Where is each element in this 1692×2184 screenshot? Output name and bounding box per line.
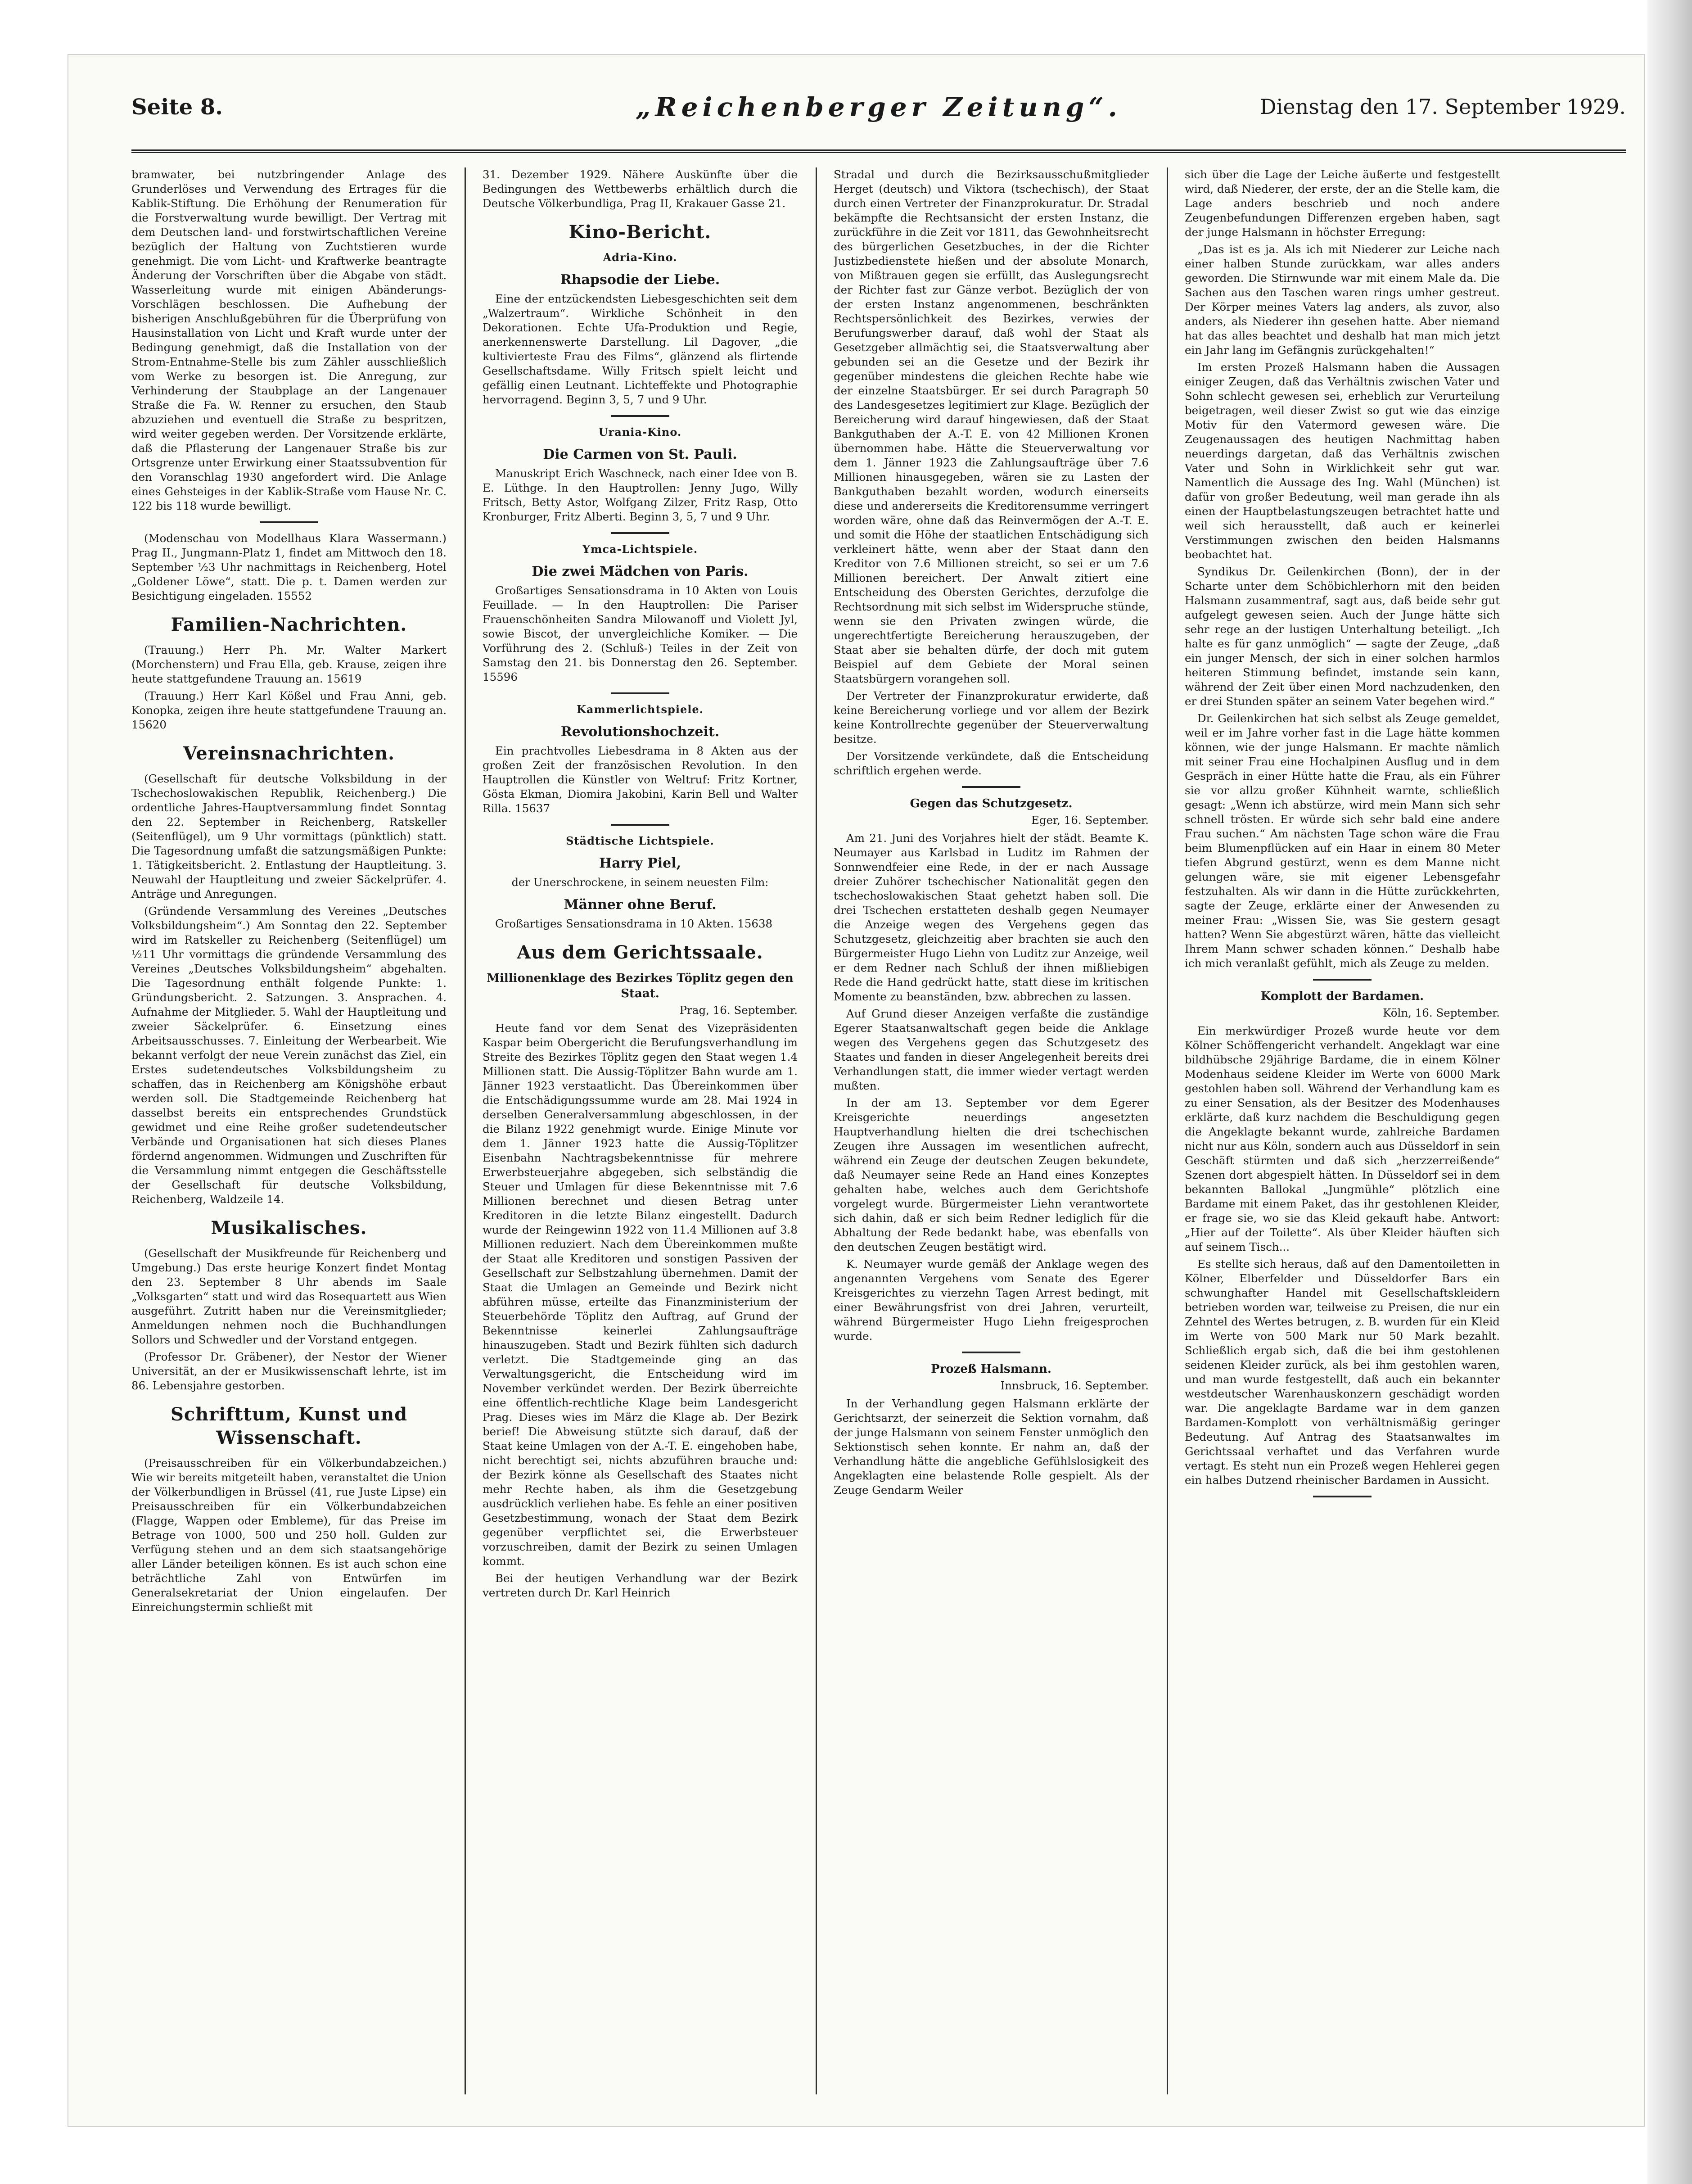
article-paragraph: „Das ist es ja. Als ich mit Niederer zur Leiche nach einer halben Stunde zurückkam, war alles anders geworden. Die Stirnwunde war mit einem Male da. Die Sachen aus den Taschen waren rings umher gestreut. Der Körper meines Vaters lag anders, als zuvor, also anders, als Niederer ihn gesehen hatte. Aber niemand hat das alles beachtet und deshalb hat man mich jetzt ein Jahr lang im Gefängnis zurückgehalten!“ xyxy=(1185,243,1500,357)
article-separator xyxy=(611,415,669,417)
column-3 xyxy=(834,167,1149,2094)
issue-date: Dienstag den 17. September 1929. xyxy=(1259,95,1626,119)
section-heading-family: Familien-Nachrichten. xyxy=(171,614,407,635)
article-separator xyxy=(260,521,318,523)
film-description: Eine der entzückendsten Liebesgeschichten seit dem „Walzertraum“. Wirkliche Schönheit in den Dekorationen. Echte Ufa-Produktion und Regie, anerkennenswerte Darstellung. Lil Dagover, „die kultivierteste Frau des Films“, glänzend als flirtende Gesellschaftsdame. Willy Fritsch spielt leicht und gefällig einen Leutnant. Lichteffekte und Photographie hervorragend. Beginn 3, 5, 7 und 9 Uhr. xyxy=(483,292,798,406)
article-paragraph: (Gesellschaft für deutsche Volksbildung in der Tschechoslowakischen Republik, Reichenberg.) Die ordentliche Jahres-Hauptversammlung findet Sonntag den 22. September in Reichenberg, Ratskeller (Seitenflügel), um 9 Uhr vormittags (pünktlich) statt. Die Tagesordnung umfaßt die satzungsmäßigen Punkte: 1. Tätigkeitsbericht. 2. Entlastung der Hauptleitung. 3. Neuwahl der Hauptleitung und zweier Säckelprüfer. 4. Anträge und Anregungen. xyxy=(131,772,447,900)
notice-modenschau: (Modenschau von Modellhaus Klara Wassermann.) Prag II., Jungmann-Platz 1, findet am Mittwoch den 18. September ½3 Uhr nachmittags in Reichenberg, Hotel „Goldener Löwe“, statt. Die p. t. Damen werden zur Besichtigung eingeladen. 15552 xyxy=(131,532,447,602)
article-paragraph: (Preisausschreiben für ein Völkerbundabzeichen.) Wie wir bereits mitgeteilt haben, veranstaltet die Union der Völkerbundligen in Brüssel (41, rue Juste Lipse) ein Preisausschreiben für ein Völkerbundabzeichen (Flagge, Wappen oder Embleme), für das Preise im Betrage von 1000, 500 und 250 holl. Gulden zur Verfügung stehen und an dem sich staatsangehörige aller Länder beteiligen können. Es ist auch schon eine beträchtliche Zahl von Entwürfen im Generalsekretariat der Union eingelaufen. Der Einreichungstermin schließt mit xyxy=(131,1456,447,1614)
cinema-name: Adria-Kino. xyxy=(603,251,677,264)
newspaper-page xyxy=(68,54,1645,2127)
article-separator xyxy=(611,692,669,694)
cinema-name: Ymca-Lichtspiele. xyxy=(582,543,698,556)
article-paragraph: sich über die Lage der Leiche äußerte und festgestellt wird, daß Niederer, der erste, der an die Stelle kam, die Lage anders beschrieb und noch andere Zeugenbefundungen Differenzen ergeben haben, sagt der junge Halsmann in höchster Erregung: xyxy=(1185,168,1500,239)
article-separator xyxy=(1313,1496,1372,1497)
article-paragraph: (Gesellschaft der Musikfreunde für Reichenberg und Umgebung.) Das erste heurige Konzert findet Montag den 23. September 8 Uhr abends im Saale „Volksgarten“ statt und wird das Rosequartett aus Wien ausgeführt. Zutritt haben nur die Vereinsmitglieder; Anmeldungen nehmen noch die Buchhandlungen Sollors und Schwedler und der Vorstand entgegen. xyxy=(131,1247,447,1346)
dateline: Innsbruck, 16. September. xyxy=(1000,1379,1149,1392)
article-paragraph: Auf Grund dieser Anzeigen verfaßte die zuständige Egerer Staatsanwaltschaft gegen beide die Anklage wegen des Vergehens gegen das Schutzgesetz des Staates und fanden in dieser Angelegenheit bereits drei Verhandlungen statt, die immer wieder vertagt werden mußten. xyxy=(834,1007,1149,1092)
article-paragraph: Bei der heutigen Verhandlung war der Bezirk vertreten durch Dr. Karl Heinrich xyxy=(483,1572,798,1599)
article-headline: Millionenklage des Bezirkes Töplitz gegen den Staat. xyxy=(487,972,794,1000)
section-heading-gericht: Aus dem Gerichtssaale. xyxy=(517,942,763,963)
article-paragraph: In der am 13. September vor dem Egerer Kreisgerichte neuerdings angesetzten Hauptverhandlung hielten die drei tschechischen Zeugen ihre Aussagen im wesentlichen aufrecht, während ein Zeuge der deutschen Zeugen bekundete, daß Neumayer seine Rede an Hand eines Konzeptes gehalten habe, welches auch dem Gerichtshofe vorgelegt wurde. Bürgermeister Liehn verantwortete sich dahin, daß er sich beim Redner lediglich für die Abhaltung der Rede bedankt habe, was ebenfalls von den deutschen Zeugen bestätigt wird. xyxy=(834,1096,1149,1253)
section-heading-schrifttum: Schrifttum, Kunst und Wissenschaft. xyxy=(170,1404,408,1448)
cinema-name: Urania-Kino. xyxy=(598,425,682,439)
cinema-name: Kammerlichtspiele. xyxy=(577,703,704,716)
article-separator xyxy=(962,1352,1020,1353)
notice-trauung: (Trauung.) Herr Ph. Mr. Walter Markert (Morchenstern) und Frau Ella, geb. Krause, zeigen ihre heute stattgefundene Trauung an. 15619 xyxy=(131,643,447,685)
scan-page-edge xyxy=(1647,0,1692,2184)
article-paragraph: 31. Dezember 1929. Nähere Auskünfte über die Bedingungen des Wettbewerbs erhältlich durch die Deutsche Völkerbundliga, Prag II, Krakauer Gasse 21. xyxy=(483,168,798,210)
article-paragraph: In der Verhandlung gegen Halsmann erklärte der Gerichtsarzt, der seinerzeit die Sektion vornahm, daß der junge Halsmann von seinem Fenster unmöglich den Sektionstisch sehen konnte. Er nahm an, daß der Verhandlung hätte die angebliche Gefühlslosigkeit des Angeklagten eine belastende Rolle gespielt. Als der Zeuge Gendarm Weiler xyxy=(834,1397,1149,1497)
article-paragraph: Am 21. Juni des Vorjahres hielt der städt. Beamte K. Neumayer aus Karlsbad in Luditz im Rahmen der Sonnwendfeier eine Rede, in der er nach Aussage dreier Zuhörer tschechischer Nationalität gegen den tschechoslowakischen Staat gehetzt haben soll. Die drei Tschechen erstatteten deshalb gegen Neumayer die Anzeige wegen des Vergehens gegen das Schutzgesetz, gleichzeitig aber brachten sie auch den Bürgermeister Hugo Liehn von Luditz zur Anzeige, weil er dem Redner nach Schluß der ihnen mißliebigen Rede die Hand gedrückt hatte, statt diese im kritischen Momente zu beanständen, bzw. abbrechen zu lassen. xyxy=(834,832,1149,1003)
film-description: Großartiges Sensationsdrama in 10 Akten von Louis Feuillade. — In den Hauptrollen: Die Pariser Frauenschönheiten Sandra Milowanoff und Violett Jyl, sowie Biscot, der unvergleichliche Komiker. — Die Vorführung des 2. (Schluß-) Teiles in der Zeit von Samstag den 21. bis Donnerstag den 26. September. 15596 xyxy=(483,584,798,683)
article-paragraph: Heute fand vor dem Senat des Vizepräsidenten Kaspar beim Obergericht die Berufungsverhandlung im Streite des Bezirkes Töplitz gegen den Staat wegen 1.4 Millionen statt. Die Aussig-Töplitzer Bahn wurde am 1. Jänner 1923 verstaatlicht. Das Übereinkommen über die Entschädigungssumme wurde am 28. Mai 1924 in derselben Generalversammlung abgeschlossen, in der die Bilanz 1922 genehmigt wurde. Einige Minute vor dem 1. Jänner 1923 hatte die Aussig-Töplitzer Eisenbahn Nachtragsbekenntnisse für mehrere Erwerbsteuerjahre abgegeben, sich selbständig die Steuer und Umlagen für diese Bekenntnisse mit 7.6 Millionen berechnet und diesen Betrag unter Kreditoren in die letzte Bilanz eingestellt. Dadurch wurde der Reingewinn 1922 von 11.4 Millionen auf 3.8 Millionen reduziert. Nach dem Übereinkommen mußte der Staat alle Kreditoren und sonstigen Passiven der Gesellschaft zur Selbstzahlung übernehmen. Damit der Staat die Umlagen an Gemeinde und Bezirk nicht abführen müsse, erteilte das Finanzministerium der Steuerbehörde Töplitz den Auftrag, auf Grund der Bekenntnisse keinerlei Zahlungsaufträge hinauszugeben. Stadt und Bezirk fühlten sich dadurch verletzt. Die Stadtgemeinde ging an das Verwaltungsgericht, die Entscheidung wird im November verkündet werden. Der Bezirk überreichte eine öffentlich-rechtliche Klage beim Landesgericht Prag. Dieses wies im März die Klage ab. Der Bezirk berief! Die Abweisung stützte sich darauf, daß der Staat keine Umlagen von der A.-T. E. eingehoben habe, nicht berechtigt sei, nichts abzuführen brauche und: der Bezirk könne als Gesellschaft des Staates nicht mehr Rechte haben, als ihm die Gesetzgebung ausdrücklich verliehen habe. Es fehle an einer positiven Gesetzbestimmung, wonach der Staat dem Bezirk gegenüber verpflichtet sei, die Erwerbsteuer vorzuschreiben, damit der Bezirk zu seinen Umlagen kommt. xyxy=(483,1022,798,1568)
article-paragraph: Dr. Geilenkirchen hat sich selbst als Zeuge gemeldet, weil er im Jahre vorher fast in die Lage hätte kommen können, wie der junge Halsmann. Er machte nämlich mit seiner Frau eine Hochalpinen Ausflug und in dem Gespräch in einer Hütte hatte die Frau, als ein Führer sie vor allzu großer Kühnheit warnte, schließlich gesagt: „Wenn ich abstürze, wird mein Mann sich sehr schnell trösten. Er würde sich sehr bald eine andere Frau suchen.“ Am nächsten Tage schon wäre die Frau beim Blumenpflücken auf ein Haar in einem 80 Meter tiefen Abgrund gestürzt, wenn es dem Manne nicht gelungen wäre, sie mit eigener Lebensgefahr festzuhalten. Als wir dann in die Hütte zurückkehrten, sagte der Zeuge, erklärte einer der Anwesenden zu meiner Frau: „Wissen Sie, was Sie gestern gesagt hatten? Wenn Sie abgestürzt wären, hätte das vielleicht Ihrem Mann schwer schaden können.“ Deshalb habe ich mich veranlaßt gefühlt, mich als Zeuge zu melden. xyxy=(1185,712,1500,970)
article-separator xyxy=(1313,979,1372,981)
article-paragraph: Der Vorsitzende verkündete, daß die Entscheidung schriftlich ergehen werde. xyxy=(834,750,1149,777)
dateline: Köln, 16. September. xyxy=(1383,1006,1500,1019)
column-rule xyxy=(465,167,466,2094)
article-headline: Komplott der Bardamen. xyxy=(1260,990,1424,1003)
article-headline: Prozeß Halsmann. xyxy=(931,1362,1051,1376)
dateline: Prag, 16. September. xyxy=(679,1004,798,1017)
masthead xyxy=(131,82,1626,153)
article-separator xyxy=(962,786,1020,788)
article-paragraph: Syndikus Dr. Geilenkirchen (Bonn), der in der Scharte unter dem Schöbichlerhorn mit den beiden Halsmann zusammentraf, sagt aus, daß beide sehr gut aufgelegt gewesen seien. Auch der Junge hätte sich sehr rege an der lustigen Unterhaltung beteiligt. „Ich halte es für ganz unmöglich“ — sagte der Zeuge, „daß ein junger Mensch, der sich in einer solchen harmlos heiteren Stimmung befindet, imstande sein kann, während der Zeit über einen Mord nachzudenken, den er drei Stunden später an seinem Vater begehen wird.“ xyxy=(1185,565,1500,708)
film-star: Harry Piel, xyxy=(599,855,681,871)
column-rule xyxy=(1167,167,1168,2094)
section-heading-musik: Musikalisches. xyxy=(211,1217,367,1239)
column-1 xyxy=(131,167,447,2094)
article-paragraph: K. Neumayer wurde gemäß der Anklage wegen des angenannten Vergehens vom Senate des Egerer Kreisgerichtes zu vierzehn Tagen Arrest bedingt, mit einer Bewährungsfrist von drei Jahren, verurteilt, während Bürgermeister Hugo Liehn freigesprochen wurde. xyxy=(834,1257,1149,1343)
page-number: Seite 8. xyxy=(131,95,223,120)
article-paragraph: (Professor Dr. Gräbener), der Nestor der Wiener Universität, an der er Musikwissenschaft lehrte, ist im 86. Lebensjahre gestorben. xyxy=(131,1350,447,1392)
film-description: Großartiges Sensationsdrama in 10 Akten. 15638 xyxy=(495,917,773,930)
cinema-name: Städtische Lichtspiele. xyxy=(566,834,714,847)
article-paragraph: Der Vertreter der Finanzprokuratur erwiderte, daß keine Bereicherung vorliege und vor allem der Bezirk keine Kontrollrechte gegenüber der Steuerverwaltung besitze. xyxy=(834,689,1149,746)
article-paragraph: Ein merkwürdiger Prozeß wurde heute vor dem Kölner Schöffengericht verhandelt. Angeklagt war eine bildhübsche 29jährige Bardame, die in einem Kölner Modenhaus seidene Kleider im Werte von 6000 Mark gestohlen haben soll. Während der Verhandlung kam es zu einer Sensation, als der Besitzer des Modenhauses erklärte, daß kurz nachdem die Beschuldigung gegen die Angeklagte bekannt wurde, zahlreiche Bardamen nicht nur aus Köln, sondern auch aus Düsseldorf in sein Geschäft stürmten und daß sich „herzzerreißende“ Szenen dort abgespielt hätten. In Düsseldorf sei in dem bekannten Ballokal „Jungmühle“ plötzlich eine Bardame mit einem Paket, das ihr gestohlenen Kleider, er frage sie, wo sie das Kleid gekauft habe. Antwort: „Hier auf der Toilette“. Als über Kleider häuften sich auf seinem Tisch... xyxy=(1185,1024,1500,1253)
article-paragraph: bramwater, bei nutzbringender Anlage des Grunderlöses und Verwendung des Ertrages für die Kablik-Stiftung. Die Erhöhung der Renumeration für die Forstverwaltung wurde bewilligt. Der Vertrag mit dem Deutschen land- und forstwirtschaftlichen Vereine bezüglich der Haltung von Zuchtstieren wurde genehmigt. Die vom Licht- und Kraftwerke beantragte Änderung der Vorschriften über die Abgabe von städt. Wasserleitung wurde mit einigen Abänderungs-Vorschlägen beschlossen. Die Aufhebung der bisherigen Anschlußgebühren für die Überprüfung von Hausinstallation von Licht und Kraft wurde unter der Bedingung genehmigt, daß die Installation von der Strom-Entnahme-Stelle bis zum Zähler ausschließlich vom Werke zu besorgen ist. Die Anregung, zur Verhinderung der Staubplage an der Langenauer Straße die Fa. W. Renner zu ersuchen, den Staub abzuziehen und eventuell die Straße zu bespritzen, wird weiter gegeben werden. Der Vorsitzende erklärte, daß die Pflasterung der Langenauer Straße bis zur Ortsgrenze unter Erwirkung einer Staatssubvention für den Voranschlag 1930 angefordert wird. Die Anlage eines Gehsteiges in der Kablik-Straße vom Hause Nr. C. 122 bis 118 wurde bewilligt. xyxy=(131,168,447,512)
film-title: Revolutionshochzeit. xyxy=(560,724,720,740)
notice-trauung: (Trauung.) Herr Karl Kößel und Frau Anni, geb. Konopka, zeigen ihre heute stattgefundene Trauung an. 15620 xyxy=(131,689,447,731)
article-paragraph: Stradal und durch die Bezirksausschußmitglieder Herget (deutsch) und Viktora (tschechisch), der Staat durch einen Vertreter der Finanzprokuratur. Dr. Stradal bekämpfte die Rechtsansicht der ersten Instanz, die zurückführe in die Zeit vor 1811, das Gewohnheitsrecht des bürgerlichen Gesetzbuches, in der die Richter Justizbedienstete hießen und der absolute Monarch, von Mißtrauen gegen sie erfüllt, das Auslegungsrecht der Richter fast zur Gänze verbot. Bezüglich der von der ersten Instanz angenommenen, beschränkten Rechtspersönlichkeit des Bezirkes, verwies der Berufungswerber darauf, daß wohl der Staat als Gesetzgeber allmächtig sei, die Staatsverwaltung aber gebunden sei an die Gesetze und der Bezirk ihr gegenüber mindestens die gleichen Rechte habe wie der einzelne Staatsbürger. Er sei durch Paragraph 50 des Landesgesetzes legitimiert zur Klage. Bezüglich der Bereicherung wird darauf hingewiesen, daß der Staat Bankguthaben der A.-T. E. von 42 Millionen Kronen übernommen habe. Hätte die Steuerverwaltung vor dem 1. Jänner 1923 die Zahlungsaufträge über 7.6 Millionen hinausgegeben, wären sie zu Lasten der Bankguthaben bezahlt worden, wodurch einerseits diese und andererseits die Kreditorensumme verringert worden wäre, ohne daß das Reinvermögen der A.-T. E. und somit die Höhe der staatlichen Entschädigung sich verkleinert hätte, wenn aber der Staat dann den Kreditor von 7.6 Millionen streicht, so sei er um 7.6 Millionen bereichert. Der Anwalt zitiert eine Entscheidung des Obersten Gerichtes, derzufolge die Rechtsordnung mit sich selbst im Widerspruche stünde, wenn sie den Privaten zwingen würde, die ungerechtfertigte Bereicherung herauszugeben, der Staat aber sie behalten dürfe, der doch mit gutem Beispiel auf dem Gebiete der Moral seinen Staatsbürgern vorangehen soll. xyxy=(834,168,1149,685)
article-separator xyxy=(611,824,669,826)
film-title: Die zwei Mädchen von Paris. xyxy=(532,564,749,579)
article-headline: Gegen das Schutzgesetz. xyxy=(910,797,1073,810)
newspaper-title: „Reichenberger Zeitung“. xyxy=(636,92,1122,122)
film-title: Männer ohne Beruf. xyxy=(564,897,717,913)
article-paragraph: Im ersten Prozeß Halsmann haben die Aussagen einiger Zeugen, daß das Verhältnis zwischen Vater und Sohn schlecht gewesen sei, erheblich zur Verurteilung beigetragen, weil dieser Zwist so gut wie das einzige Motiv für den Vatermord gewesen wäre. Die Zeugenaussagen des heutigen Nachmittag haben neuerdings dargetan, daß das Verhältnis zwischen Vater und Sohn in Wirklichkeit sehr gut war. Namentlich die Aussage des Ing. Wahl (München) ist dafür von großer Bedeutung, weil man gerade ihn als einen der Hauptbelastungszeugen betrachtet hatte und weil sich herausstellt, daß auch er keinerlei Verstimmungen zwischen den beiden Halsmanns beobachtet hat. xyxy=(1185,361,1500,561)
film-subline: der Unerschrockene, in seinem neuesten Film: xyxy=(511,876,769,889)
film-description: Ein prachtvolles Liebesdrama in 8 Akten aus der großen Zeit der französischen Revolution. In den Hauptrollen die Künstler von Weltruf: Fritz Kortner, Gösta Ekman, Diomira Jakobini, Karin Bell und Walter Rilla. 15637 xyxy=(483,744,798,815)
film-title: Rhapsodie der Liebe. xyxy=(560,272,720,288)
column-4 xyxy=(1185,167,1500,2094)
film-title: Die Carmen von St. Pauli. xyxy=(543,447,737,462)
article-paragraph: Es stellte sich heraus, daß auf den Damentoiletten in Kölner, Elberfelder und Düsseldorfer Bars ein schwunghafter Handel mit Gesellschaftskleidern betrieben worden war, teilweise zu Preisen, die nur ein Zehntel des Wertes betrugen, z. B. wurden für ein Kleid im Werte von 500 Mark nur 50 Mark bezahlt. Schließlich ergab sich, daß die bei ihm gestohlenen seidenen Kleider zurück, als bei ihm gestohlen waren, und man wurde festgestellt, daß auch ein bekannter westdeutscher Warenhauskonzern geschädigt worden war. Die angeklagte Bardame war in dem ganzen Bardamen-Komplott von verhältnismäßig geringer Bedeutung. Auf Antrag des Staatsanwaltes im Gerichtssaal verhaftet und das Verfahren wurde vertagt. Es steht nun ein Prozeß wegen Hehlerei gegen ein halbes Dutzend rheinischer Bardamen in Aussicht. xyxy=(1185,1257,1500,1487)
section-heading-verein: Vereinsnachrichten. xyxy=(183,743,395,764)
article-separator xyxy=(611,532,669,534)
column-rule xyxy=(816,167,817,2094)
article-paragraph: (Gründende Versammlung des Vereines „Deutsches Volksbildungsheim“.) Am Sonntag den 22. September wird im Ratskeller zu Reichenberg (Seitenflügel) um ½11 Uhr vormittags die gründende Versammlung des Vereines „Deutsches Volksbildungsheim“ abgehalten. Die Tagesordnung enthält folgende Punkte: 1. Gründungsbericht. 2. Satzungen. 3. Ansprachen. 4. Aufnahme der Mitglieder. 5. Wahl der Hauptleitung und zweier Säckelprüfer. 6. Einsetzung eines Arbeitsausschusses. 7. Einleitung der Werbearbeit. Wie bekannt verfolgt der neue Verein zunächst das Ziel, ein Erstes sudetendeutsches Volksbildungsheim zu schaffen, das in Reichenberg am Königshöhe erbaut werden soll. Die Stadtgemeinde Reichenberg hat dasselbst bereits ein entsprechendes Grundstück gewidmet und eine Reihe großer sudetendeutscher Verbände und Organisationen hat sich dieses Planes fördernd angenommen. Widmungen und Zuschriften für die Versammlung nimmt entgegen die Geschäftsstelle der Gesellschaft für deutsche Volksbildung, Reichenberg, Waldzeile 14. xyxy=(131,904,447,1206)
dateline: Eger, 16. September. xyxy=(1031,814,1149,827)
section-heading-kino: Kino-Bericht. xyxy=(569,222,712,243)
column-2 xyxy=(483,167,798,2094)
film-description: Manuskript Erich Waschneck, nach einer Idee von B. E. Lüthge. In den Hauptrollen: Jenny Jugo, Willy Fritsch, Betty Astor, Wolfgang Zilzer, Fritz Rasp, Otto Kronburger, Fritz Alberti. Beginn 3, 5, 7 und 9 Uhr. xyxy=(483,467,798,523)
